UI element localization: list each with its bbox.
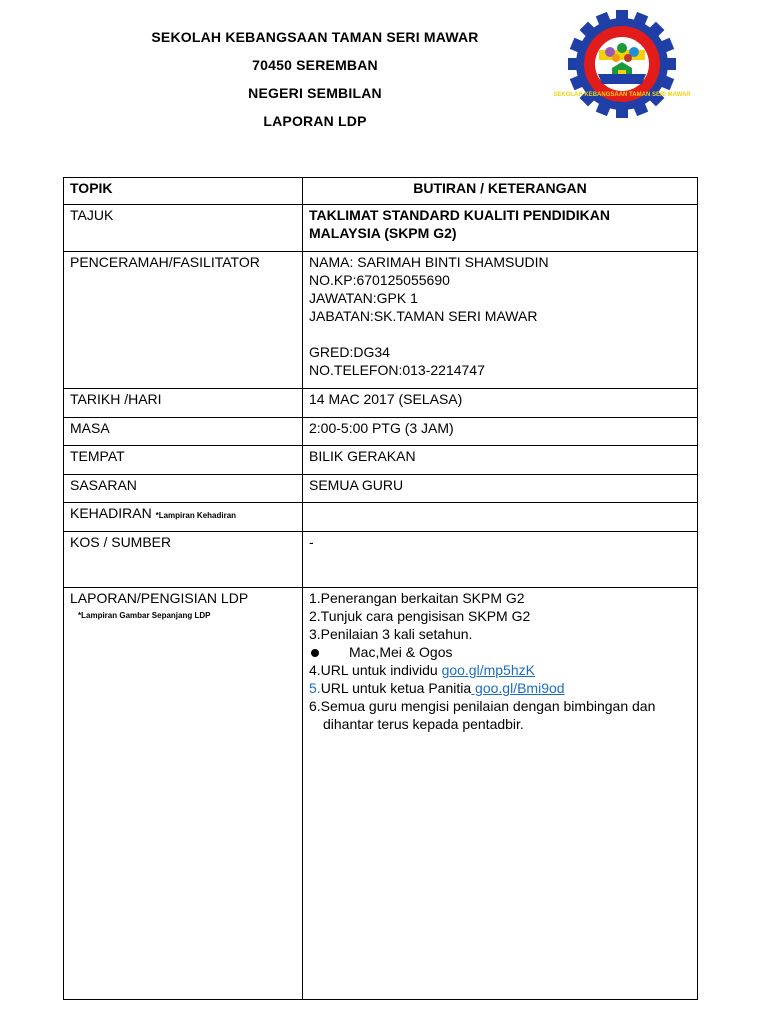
penceramah-nama: NAMA: SARIMAH BINTI SHAMSUDIN (309, 254, 549, 270)
table-row (64, 503, 698, 532)
laporan-item3: 3.Penilaian 3 kali setahun. (309, 626, 473, 642)
laporan-item6-line2: dihantar terus kepada pentadbir. (323, 716, 524, 732)
row-value-masa: 2:00-5:00 PTG (3 JAM) (303, 418, 698, 446)
header-state: NEGERI SEMBILAN (248, 85, 382, 101)
table-row (64, 389, 698, 418)
row-label-tempat: TEMPAT (64, 446, 303, 475)
laporan-item2: 2.Tunjuk cara pengisisan SKPM G2 (309, 608, 531, 624)
row-value-sasaran: SEMUA GURU (303, 475, 698, 503)
penceramah-telefon: NO.TELEFON:013-2214747 (309, 362, 485, 378)
row-label-tajuk: TAJUK (64, 205, 303, 252)
row-label-masa: MASA (64, 418, 303, 446)
table-header-row (64, 178, 698, 205)
laporan-note: *Lampiran Gambar Sepanjang LDP (78, 611, 211, 620)
row-value-laporan (303, 588, 698, 1000)
row-label-kos: KOS / SUMBER (64, 532, 303, 588)
penceramah-spacer (309, 325, 691, 343)
link-ketua-panitia[interactable]: goo.gl/Bmi9od (471, 680, 565, 696)
laporan-item1: 1.Penerangan berkaitan SKPM G2 (309, 590, 525, 606)
row-label-tarikh: TARIKH /HARI (64, 389, 303, 418)
laporan-item6-line1: 6.Semua guru mengisi penilaian dengan bimbingan dan (309, 698, 656, 714)
bullet-icon (311, 649, 319, 657)
row-value-tempat: BILIK GERAKAN (303, 446, 698, 475)
row-label-sasaran: SASARAN (64, 475, 303, 503)
row-value-kos: - (303, 532, 698, 588)
tajuk-line1: TAKLIMAT STANDARD KUALITI PENDIDIKAN (309, 207, 610, 223)
row-value-tarikh: 14 MAC 2017 (SELASA) (303, 389, 698, 418)
tajuk-line2: MALAYSIA (SKPM G2) (309, 225, 457, 241)
laporan-item5-text: URL untuk ketua Panitia (320, 680, 472, 696)
table-row (64, 418, 698, 446)
row-value-kehadiran (303, 503, 698, 532)
laporan-item5 (309, 679, 691, 697)
penceramah-nokp: NO.KP:670125055690 (309, 272, 450, 288)
logo-ring-text: SEKOLAH KEBANGSAAN TAMAN SERI MAWAR (553, 92, 691, 98)
header-details: BUTIRAN / KETERANGAN (303, 178, 698, 205)
school-crest-icon (553, 10, 691, 118)
row-label-penceramah: PENCERAMAH/FASILITATOR (64, 252, 303, 389)
table-row (64, 475, 698, 503)
laporan-bullet-line (309, 643, 691, 661)
laporan-item4 (309, 661, 691, 679)
table-row (64, 588, 698, 1000)
penceramah-jawatan: JAWATAN:GPK 1 (309, 290, 418, 306)
kehadiran-label: KEHADIRAN (70, 505, 152, 521)
row-value-tajuk (303, 205, 698, 252)
row-label-laporan (64, 588, 303, 1000)
link-individu[interactable]: goo.gl/mp5hzK (441, 662, 535, 678)
header-postcode-city: 70450 SEREMBAN (252, 57, 378, 73)
laporan-label: LAPORAN/PENGISIAN LDP (70, 590, 249, 606)
table-row (64, 532, 698, 588)
laporan-bullet: Mac,Mei & Ogos (349, 644, 453, 660)
laporan-item4-text: 4.URL untuk individu (309, 662, 442, 678)
penceramah-jabatan: JABATAN:SK.TAMAN SERI MAWAR (309, 308, 538, 324)
penceramah-gred: GRED:DG34 (309, 344, 390, 360)
header-school: SEKOLAH KEBANGSAAN TAMAN SERI MAWAR (151, 29, 479, 45)
kehadiran-note: *Lampiran Kehadiran (155, 511, 237, 520)
table-row (64, 205, 698, 252)
header-report-title: LAPORAN LDP (263, 113, 367, 129)
row-value-penceramah (303, 252, 698, 389)
table-row (64, 446, 698, 475)
report-table (63, 177, 698, 1000)
header-topic: TOPIK (64, 178, 303, 205)
row-label-kehadiran (64, 503, 303, 532)
laporan-item5-num: 5. (309, 680, 321, 696)
table-row (64, 252, 698, 389)
